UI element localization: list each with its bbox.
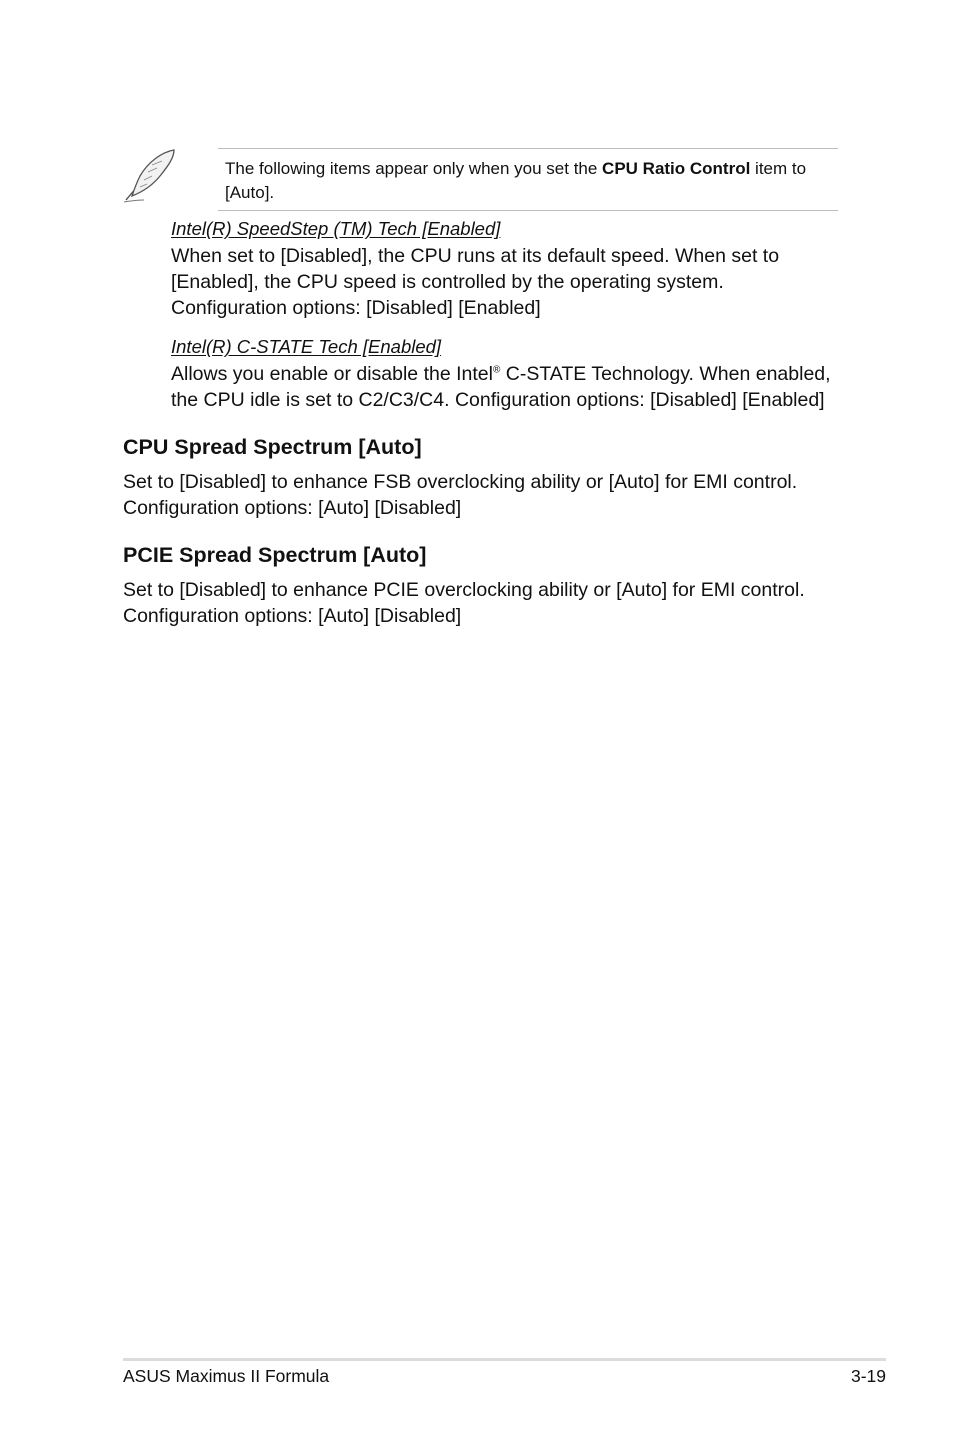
note-text: [225, 157, 837, 204]
cpu-spread-line: Configuration options: [Auto] [Disabled]: [123, 497, 462, 519]
registered-mark: ®: [492, 364, 501, 376]
footer-title: ASUS Maximus II Formula: [123, 1366, 330, 1386]
speedstep-description: [171, 243, 779, 321]
footer-rule: [123, 1358, 886, 1361]
cpu-spread-description: [123, 469, 797, 521]
note-prefix: The following items appear only when you set the: [225, 159, 603, 178]
page-number: 3-19: [850, 1366, 886, 1386]
note-top-rule: [218, 148, 838, 149]
pcie-spread-heading: PCIE Spread Spectrum [Auto]: [123, 543, 427, 567]
cstate-line: the CPU idle is set to C2/C3/C4. Configuration options: [Disabled] [Enabled]: [171, 389, 825, 411]
cstate-title: Intel(R) C-STATE Tech [Enabled]: [171, 336, 442, 357]
cstate-description: [171, 361, 831, 413]
speedstep-line: Configuration options: [Disabled] [Enabled]: [171, 297, 541, 319]
pcie-spread-line: Set to [Disabled] to enhance PCIE overclocking ability or [Auto] for EMI control.: [123, 579, 805, 601]
cstate-line: [171, 361, 831, 387]
note-bold: CPU Ratio Control: [602, 159, 751, 178]
speedstep-line: [Enabled], the CPU speed is controlled by the operating system.: [171, 271, 724, 293]
note-suffix: item to: [750, 159, 807, 178]
pcie-spread-description: [123, 577, 805, 629]
cstate-line1-post: C-STATE Technology. When enabled,: [500, 363, 831, 385]
note-bottom-rule: [218, 210, 838, 211]
feather-note-icon: [122, 146, 180, 204]
cpu-spread-line: Set to [Disabled] to enhance FSB overclocking ability or [Auto] for EMI control.: [123, 471, 798, 493]
speedstep-title: Intel(R) SpeedStep (TM) Tech [Enabled]: [171, 218, 501, 239]
cpu-spread-heading: CPU Spread Spectrum [Auto]: [123, 435, 422, 459]
note-line2: [Auto].: [225, 182, 275, 202]
pcie-spread-line: Configuration options: [Auto] [Disabled]: [123, 605, 462, 627]
cstate-line1-pre: Allows you enable or disable the Intel: [171, 363, 493, 385]
speedstep-line: When set to [Disabled], the CPU runs at its default speed. When set to: [171, 245, 780, 267]
